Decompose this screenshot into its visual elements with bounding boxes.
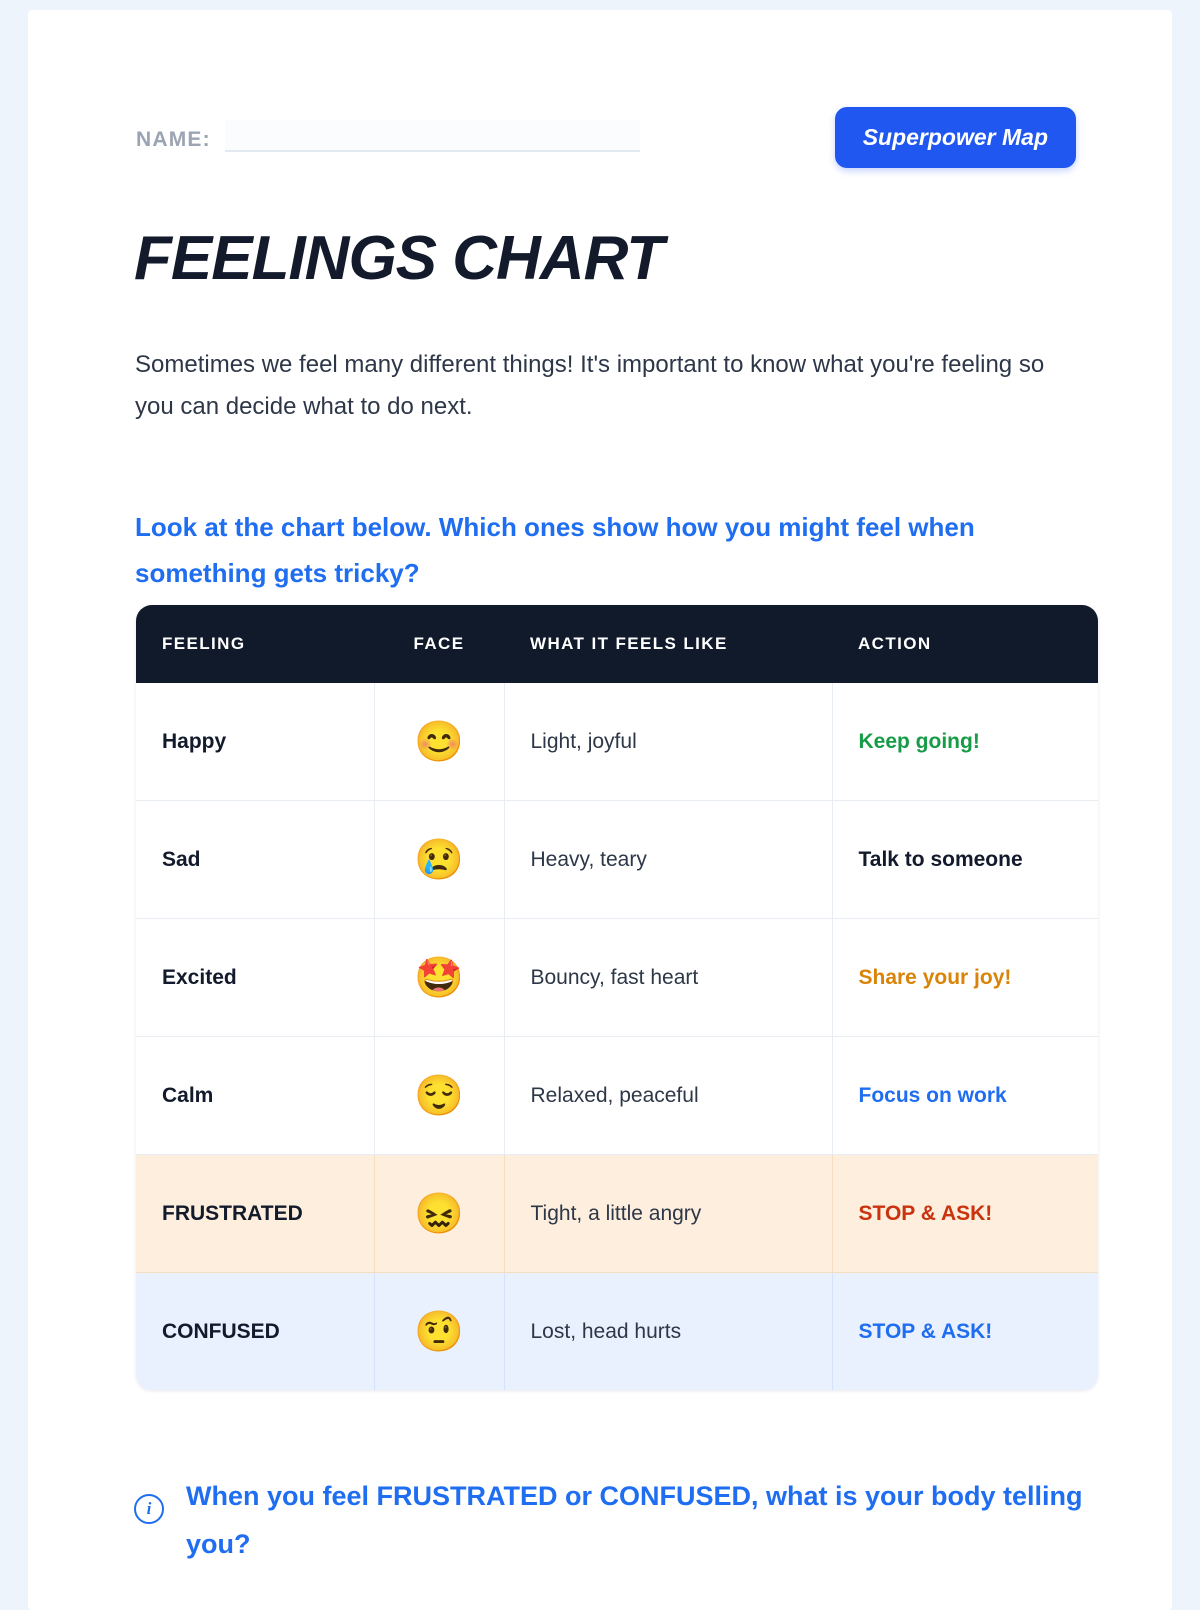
table-row [136,801,1098,919]
info-icon: i [134,1494,164,1524]
relieved-face-emoji: 😌 [374,1037,504,1155]
name-label: NAME: [136,128,211,151]
crying-face-emoji: 😢 [374,801,504,919]
chart-question: Look at the chart below. Which ones show how you might feel when something gets tricky? [135,512,975,588]
cell-action: Focus on work [832,1037,1098,1155]
table-row-highlighted-frustrated [136,1155,1098,1273]
cell-action: STOP & ASK! [832,1155,1098,1273]
cell-feels-like: Light, joyful [504,683,832,801]
reflection-prompt [134,1472,1094,1568]
feelings-table-container [136,605,1098,1390]
feelings-table [136,605,1098,1390]
cell-feels-like: Bouncy, fast heart [504,919,832,1037]
table-header-row [136,605,1098,683]
cell-action: STOP & ASK! [832,1273,1098,1391]
table-header [136,605,1098,683]
smiling-face-emoji: 😊 [374,683,504,801]
cell-action: Talk to someone [832,801,1098,919]
cell-feels-like: Heavy, teary [504,801,832,919]
column-header-what-it-feels-like: WHAT IT FEELS LIKE [504,605,832,683]
cell-feeling: Happy [136,683,374,801]
intro-paragraph: Sometimes we feel many different things! It's important to know what you're feeling so you can decide what to do next. [135,351,1045,420]
table-row [136,683,1098,801]
cell-feeling: Sad [136,801,374,919]
superpower-map-badge[interactable]: Superpower Map [835,107,1076,168]
cell-feels-like: Lost, head hurts [504,1273,832,1391]
reflection-prompt-text: When you feel FRUSTRATED or CONFUSED, what is your body telling you? [186,1481,1083,1559]
worksheet-page [28,10,1172,1610]
cell-feels-like: Tight, a little angry [504,1155,832,1273]
cell-feeling: CONFUSED [136,1273,374,1391]
column-header-face: FACE [374,605,504,683]
column-header-feeling: FEELING [136,605,374,683]
cell-feels-like: Relaxed, peaceful [504,1037,832,1155]
table-row [136,1037,1098,1155]
table-row [136,919,1098,1037]
cell-action: Keep going! [832,683,1098,801]
confounded-face-emoji: 😖 [374,1155,504,1273]
cell-feeling: Excited [136,919,374,1037]
face-with-raised-eyebrow-emoji: 🤨 [374,1273,504,1391]
cell-action: Share your joy! [832,919,1098,1037]
name-input[interactable] [225,120,640,152]
cell-feeling: Calm [136,1037,374,1155]
star-struck-emoji: 🤩 [374,919,504,1037]
cell-feeling: FRUSTRATED [136,1155,374,1273]
table-body [136,683,1098,1390]
table-row-highlighted-confused [136,1273,1098,1391]
page-title: FEELINGS CHART [134,224,664,293]
name-field-group [136,120,640,152]
column-header-action: ACTION [832,605,1098,683]
